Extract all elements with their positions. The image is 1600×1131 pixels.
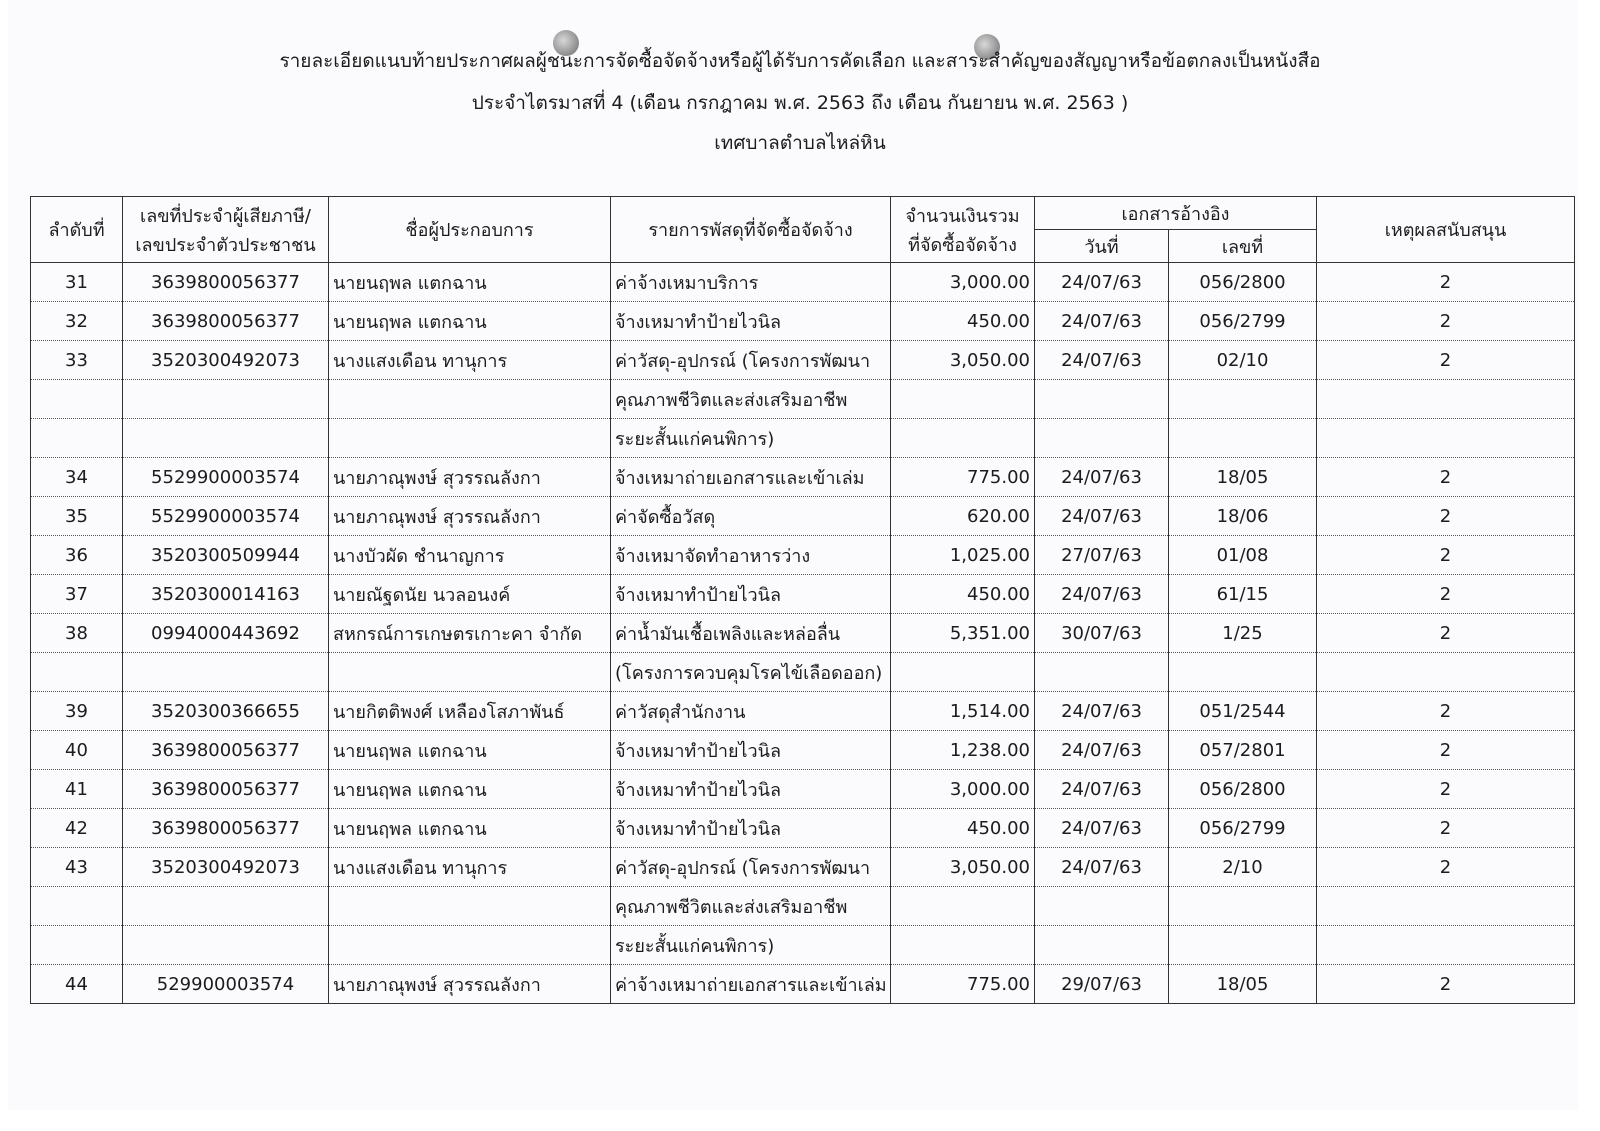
cell-amount: 450.00 bbox=[891, 809, 1035, 848]
cell-taxid bbox=[123, 926, 329, 965]
cell-name bbox=[329, 926, 611, 965]
cell-taxid: 3639800056377 bbox=[123, 770, 329, 809]
cell-date: 30/07/63 bbox=[1035, 614, 1169, 653]
cell-date: 24/07/63 bbox=[1035, 731, 1169, 770]
cell-taxid: 3520300492073 bbox=[123, 848, 329, 887]
cell-amount: 3,050.00 bbox=[891, 848, 1035, 887]
header-reason: เหตุผลสนับสนุน bbox=[1317, 197, 1575, 263]
cell-amount: 775.00 bbox=[891, 458, 1035, 497]
cell-amount: 620.00 bbox=[891, 497, 1035, 536]
cell-docno: 02/10 bbox=[1169, 341, 1317, 380]
cell-taxid: 0994000443692 bbox=[123, 614, 329, 653]
cell-amount bbox=[891, 380, 1035, 419]
cell-reason: 2 bbox=[1317, 497, 1575, 536]
cell-reason: 2 bbox=[1317, 458, 1575, 497]
table-header bbox=[31, 197, 1575, 263]
cell-taxid: 3520300014163 bbox=[123, 575, 329, 614]
cell-docno: 2/10 bbox=[1169, 848, 1317, 887]
header-date: วันที่ bbox=[1035, 230, 1169, 263]
cell-date: 24/07/63 bbox=[1035, 848, 1169, 887]
cell-item: ค่าจ้างเหมาถ่ายเอกสารและเข้าเล่ม bbox=[611, 965, 891, 1004]
table-row bbox=[31, 887, 1575, 926]
cell-docno: 1/25 bbox=[1169, 614, 1317, 653]
header-item: รายการพัสดุที่จัดซื้อจัดจ้าง bbox=[611, 197, 891, 263]
cell-amount: 1,514.00 bbox=[891, 692, 1035, 731]
cell-amount: 5,351.00 bbox=[891, 614, 1035, 653]
cell-docno bbox=[1169, 419, 1317, 458]
cell-item: จ้างเหมาทำป้ายไวนิล bbox=[611, 575, 891, 614]
cell-reason: 2 bbox=[1317, 965, 1575, 1004]
table-row bbox=[31, 263, 1575, 302]
cell-name: นายภาณุพงษ์ สุวรรณลังกา bbox=[329, 965, 611, 1004]
cell-reason bbox=[1317, 419, 1575, 458]
cell-taxid bbox=[123, 653, 329, 692]
cell-item: ค่าน้ำมันเชื้อเพลิงและหล่อลื่น bbox=[611, 614, 891, 653]
cell-no: 40 bbox=[31, 731, 123, 770]
cell-reason: 2 bbox=[1317, 692, 1575, 731]
cell-name: นายนฤพล แตกฉาน bbox=[329, 770, 611, 809]
cell-amount: 3,050.00 bbox=[891, 341, 1035, 380]
cell-date: 24/07/63 bbox=[1035, 263, 1169, 302]
cell-docno: 051/2544 bbox=[1169, 692, 1317, 731]
cell-reason: 2 bbox=[1317, 770, 1575, 809]
cell-name: นางบัวผัด ชำนาญการ bbox=[329, 536, 611, 575]
cell-no: 31 bbox=[31, 263, 123, 302]
cell-amount bbox=[891, 887, 1035, 926]
table-row bbox=[31, 770, 1575, 809]
cell-taxid: 3639800056377 bbox=[123, 302, 329, 341]
cell-no bbox=[31, 380, 123, 419]
cell-taxid bbox=[123, 887, 329, 926]
cell-date: 24/07/63 bbox=[1035, 770, 1169, 809]
cell-date bbox=[1035, 653, 1169, 692]
cell-item: จ้างเหมาทำป้ายไวนิล bbox=[611, 770, 891, 809]
cell-amount: 1,025.00 bbox=[891, 536, 1035, 575]
cell-name: นายนฤพล แตกฉาน bbox=[329, 263, 611, 302]
cell-docno bbox=[1169, 653, 1317, 692]
cell-item: ค่าจ้างเหมาบริการ bbox=[611, 263, 891, 302]
cell-item: จ้างเหมาทำป้ายไวนิล bbox=[611, 302, 891, 341]
cell-date: 24/07/63 bbox=[1035, 575, 1169, 614]
cell-no: 43 bbox=[31, 848, 123, 887]
cell-docno: 01/08 bbox=[1169, 536, 1317, 575]
cell-name bbox=[329, 653, 611, 692]
cell-date: 24/07/63 bbox=[1035, 692, 1169, 731]
cell-name: สหกรณ์การเกษตรเกาะคา จำกัด bbox=[329, 614, 611, 653]
organization-name: เทศบาลตำบลไหล่หิน bbox=[714, 132, 886, 154]
cell-item: ค่าวัสดุ-อุปกรณ์ (โครงการพัฒนา bbox=[611, 341, 891, 380]
table-row bbox=[31, 926, 1575, 965]
table-row bbox=[31, 614, 1575, 653]
cell-taxid: 5529900003574 bbox=[123, 497, 329, 536]
cell-docno: 056/2800 bbox=[1169, 263, 1317, 302]
cell-date bbox=[1035, 887, 1169, 926]
cell-no: 39 bbox=[31, 692, 123, 731]
cell-date: 24/07/63 bbox=[1035, 809, 1169, 848]
cell-name bbox=[329, 887, 611, 926]
procurement-table bbox=[30, 196, 1575, 1004]
cell-date bbox=[1035, 419, 1169, 458]
cell-taxid: 3520300509944 bbox=[123, 536, 329, 575]
header-ref: เอกสารอ้างอิง bbox=[1035, 197, 1317, 230]
cell-reason: 2 bbox=[1317, 848, 1575, 887]
cell-item: ค่าวัสดุสำนักงาน bbox=[611, 692, 891, 731]
cell-reason: 2 bbox=[1317, 263, 1575, 302]
cell-item: คุณภาพชีวิตและส่งเสริมอาชีพ bbox=[611, 887, 891, 926]
cell-item: จ้างเหมาจัดทำอาหารว่าง bbox=[611, 536, 891, 575]
cell-taxid: 529900003574 bbox=[123, 965, 329, 1004]
cell-no bbox=[31, 419, 123, 458]
cell-name: นายณัฐดนัย นวลอนงค์ bbox=[329, 575, 611, 614]
cell-reason: 2 bbox=[1317, 614, 1575, 653]
header-taxid bbox=[123, 197, 329, 263]
cell-amount bbox=[891, 419, 1035, 458]
cell-name: นายกิตติพงศ์ เหลืองโสภาพันธ์ bbox=[329, 692, 611, 731]
cell-reason: 2 bbox=[1317, 809, 1575, 848]
cell-taxid: 3639800056377 bbox=[123, 731, 329, 770]
cell-reason: 2 bbox=[1317, 341, 1575, 380]
table-row bbox=[31, 380, 1575, 419]
cell-docno: 056/2799 bbox=[1169, 809, 1317, 848]
cell-name: นายนฤพล แตกฉาน bbox=[329, 809, 611, 848]
header-amount bbox=[891, 197, 1035, 263]
cell-item: (โครงการควบคุมโรคไข้เลือดออก) bbox=[611, 653, 891, 692]
cell-name bbox=[329, 380, 611, 419]
cell-item: ระยะสั้นแก่คนพิการ) bbox=[611, 926, 891, 965]
cell-no: 38 bbox=[31, 614, 123, 653]
cell-name: นายภาณุพงษ์ สุวรรณลังกา bbox=[329, 458, 611, 497]
cell-item: จ้างเหมาถ่ายเอกสารและเข้าเล่ม bbox=[611, 458, 891, 497]
cell-item: ค่าจัดซื้อวัสดุ bbox=[611, 497, 891, 536]
cell-amount bbox=[891, 653, 1035, 692]
table-row bbox=[31, 341, 1575, 380]
table-body bbox=[31, 263, 1575, 1004]
cell-taxid: 5529900003574 bbox=[123, 458, 329, 497]
cell-amount: 450.00 bbox=[891, 575, 1035, 614]
cell-reason: 2 bbox=[1317, 302, 1575, 341]
table-row bbox=[31, 302, 1575, 341]
table-row bbox=[31, 536, 1575, 575]
cell-no bbox=[31, 887, 123, 926]
cell-no: 35 bbox=[31, 497, 123, 536]
cell-taxid bbox=[123, 419, 329, 458]
cell-reason bbox=[1317, 887, 1575, 926]
table-row bbox=[31, 692, 1575, 731]
cell-date: 29/07/63 bbox=[1035, 965, 1169, 1004]
table-row bbox=[31, 458, 1575, 497]
cell-item: จ้างเหมาทำป้ายไวนิล bbox=[611, 731, 891, 770]
cell-amount: 3,000.00 bbox=[891, 263, 1035, 302]
cell-amount: 450.00 bbox=[891, 302, 1035, 341]
cell-no: 42 bbox=[31, 809, 123, 848]
cell-no bbox=[31, 653, 123, 692]
header-amount-line2: ที่จัดซื้อจัดจ้าง bbox=[908, 234, 1017, 256]
cell-name: นายนฤพล แตกฉาน bbox=[329, 302, 611, 341]
table-row bbox=[31, 575, 1575, 614]
header-docno: เลขที่ bbox=[1169, 230, 1317, 263]
header-no: ลำดับที่ bbox=[31, 197, 123, 263]
table-row bbox=[31, 965, 1575, 1004]
cell-docno: 056/2799 bbox=[1169, 302, 1317, 341]
cell-item: ระยะสั้นแก่คนพิการ) bbox=[611, 419, 891, 458]
table-row bbox=[31, 809, 1575, 848]
document-title: รายละเอียดแนบท้ายประกาศผลผู้ชนะการจัดซื้อจัดจ้างหรือผู้ได้รับการคัดเลือก และสาระสำคัญของสัญญาหรือข้อตกลงเป็นหนังสือ bbox=[279, 50, 1321, 72]
cell-item: ค่าวัสดุ-อุปกรณ์ (โครงการพัฒนา bbox=[611, 848, 891, 887]
cell-name: นางแสงเดือน ทานุการ bbox=[329, 848, 611, 887]
cell-reason bbox=[1317, 653, 1575, 692]
table-row bbox=[31, 653, 1575, 692]
cell-date: 27/07/63 bbox=[1035, 536, 1169, 575]
cell-amount: 1,238.00 bbox=[891, 731, 1035, 770]
cell-name: นางแสงเดือน ทานุการ bbox=[329, 341, 611, 380]
cell-item: จ้างเหมาทำป้ายไวนิล bbox=[611, 809, 891, 848]
table-row bbox=[31, 731, 1575, 770]
cell-name: นายภาณุพงษ์ สุวรรณลังกา bbox=[329, 497, 611, 536]
cell-no: 33 bbox=[31, 341, 123, 380]
header-taxid-line1: เลขที่ประจำผู้เสียภาษี/ bbox=[140, 205, 311, 227]
cell-taxid: 3639800056377 bbox=[123, 809, 329, 848]
cell-docno: 61/15 bbox=[1169, 575, 1317, 614]
cell-taxid: 3520300492073 bbox=[123, 341, 329, 380]
quarter-period: ประจำไตรมาสที่ 4 (เดือน กรกฎาคม พ.ศ. 2563 ถึง เดือน กันยายน พ.ศ. 2563 ) bbox=[471, 92, 1129, 114]
cell-no: 41 bbox=[31, 770, 123, 809]
cell-name bbox=[329, 419, 611, 458]
cell-docno: 18/05 bbox=[1169, 965, 1317, 1004]
cell-date: 24/07/63 bbox=[1035, 302, 1169, 341]
cell-name: นายนฤพล แตกฉาน bbox=[329, 731, 611, 770]
cell-docno bbox=[1169, 887, 1317, 926]
cell-date: 24/07/63 bbox=[1035, 497, 1169, 536]
cell-no: 44 bbox=[31, 965, 123, 1004]
cell-taxid: 3639800056377 bbox=[123, 263, 329, 302]
cell-date bbox=[1035, 380, 1169, 419]
cell-docno bbox=[1169, 380, 1317, 419]
header-name: ชื่อผู้ประกอบการ bbox=[329, 197, 611, 263]
table-row bbox=[31, 419, 1575, 458]
cell-taxid: 3520300366655 bbox=[123, 692, 329, 731]
cell-item: คุณภาพชีวิตและส่งเสริมอาชีพ bbox=[611, 380, 891, 419]
header-taxid-line2: เลขประจำตัวประชาชน bbox=[135, 234, 316, 256]
cell-date bbox=[1035, 926, 1169, 965]
cell-docno bbox=[1169, 926, 1317, 965]
cell-amount: 3,000.00 bbox=[891, 770, 1035, 809]
cell-reason bbox=[1317, 926, 1575, 965]
cell-date: 24/07/63 bbox=[1035, 341, 1169, 380]
cell-amount: 775.00 bbox=[891, 965, 1035, 1004]
cell-reason: 2 bbox=[1317, 731, 1575, 770]
cell-reason bbox=[1317, 380, 1575, 419]
cell-no bbox=[31, 926, 123, 965]
cell-amount bbox=[891, 926, 1035, 965]
cell-date: 24/07/63 bbox=[1035, 458, 1169, 497]
cell-reason: 2 bbox=[1317, 575, 1575, 614]
cell-taxid bbox=[123, 380, 329, 419]
cell-reason: 2 bbox=[1317, 536, 1575, 575]
cell-docno: 056/2800 bbox=[1169, 770, 1317, 809]
cell-docno: 18/06 bbox=[1169, 497, 1317, 536]
header-amount-line1: จำนวนเงินรวม bbox=[905, 205, 1020, 227]
cell-no: 34 bbox=[31, 458, 123, 497]
table-row bbox=[31, 848, 1575, 887]
table-row bbox=[31, 497, 1575, 536]
cell-no: 32 bbox=[31, 302, 123, 341]
cell-docno: 057/2801 bbox=[1169, 731, 1317, 770]
cell-docno: 18/05 bbox=[1169, 458, 1317, 497]
cell-no: 37 bbox=[31, 575, 123, 614]
cell-no: 36 bbox=[31, 536, 123, 575]
